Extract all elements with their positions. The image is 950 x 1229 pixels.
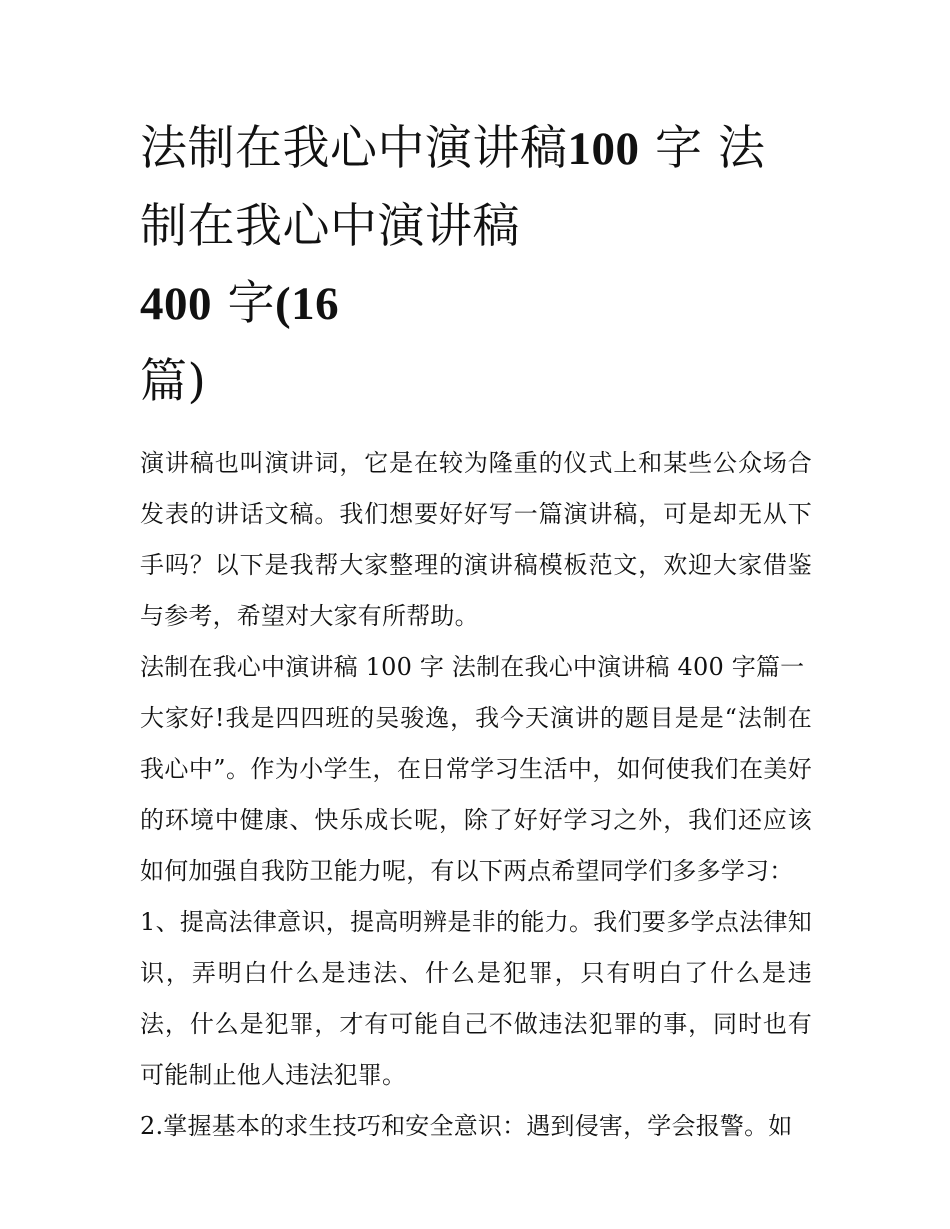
title-part: 字 <box>212 276 275 331</box>
title-number: 400 <box>140 278 212 330</box>
section-heading: 法制在我心中演讲稿 100 字 法制在我心中演讲稿 400 字篇一 <box>140 653 805 681</box>
title-part: 法制在我心中演讲稿 <box>140 121 568 176</box>
title-number: 100 <box>567 123 640 175</box>
document-title <box>140 110 812 420</box>
point-1-paragraph: 1、提高法律意识，提高明辨是非的能力。我们要多学点法律知识，弄明白什么是违法、什么是犯罪，只有明白了什么是违法，什么是犯罪，才有可能自己不做违法犯罪的事，同时也有可能制止他人违法犯罪。 <box>140 908 812 1089</box>
point-2-paragraph: 2.掌握基本的求生技巧和安全意识：遇到侵害，学会报警。如 <box>140 1112 793 1140</box>
title-part: 字 法制在我心中演讲稿 <box>140 121 766 254</box>
document-body <box>140 438 812 1152</box>
title-part: 篇) <box>140 354 207 409</box>
intro-paragraph: 演讲稿也叫演讲词，它是在较为隆重的仪式上和某些公众场合发表的讲话文稿。我们想要好好写一篇演讲稿，可是却无从下手吗？以下是我帮大家整理的演讲稿模板范文，欢迎大家借鉴与参考，希望对大家有所帮助。 <box>140 449 812 630</box>
title-number: (16 <box>274 278 340 330</box>
document-page <box>140 110 812 1152</box>
speech-paragraph: 大家好!我是四四班的吴骏逸，我今天演讲的题目是是“法制在我心中”。作为小学生，在日常学习生活中，如何使我们在美好的环境中健康、快乐成长呢，除了好好学习之外，我们还应该如何加强自我防卫能力呢，有以下两点希望同学们多多学习： <box>140 704 812 885</box>
